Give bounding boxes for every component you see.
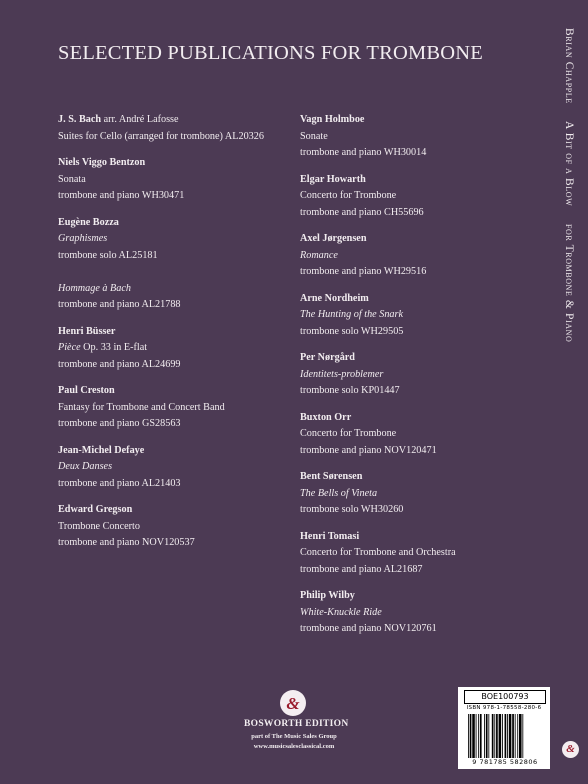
composer-name bbox=[300, 410, 540, 427]
composer-name-text: Paul Creston bbox=[58, 385, 115, 396]
barcode-bar bbox=[505, 714, 507, 758]
spine-title: A Bit of a Blow bbox=[563, 121, 575, 207]
publication-line: Pièce Op. 33 in E-flat bbox=[58, 342, 148, 353]
publications-list-left bbox=[58, 112, 298, 562]
publication-entry bbox=[58, 324, 298, 374]
publication-line: Suites for Cello (arranged for trombone) AL20326 bbox=[58, 130, 264, 142]
barcode-bar bbox=[517, 714, 518, 758]
publication-line: Identitets-problemer bbox=[300, 368, 384, 380]
barcode-bar bbox=[499, 714, 502, 758]
spine-text bbox=[563, 28, 575, 356]
publication-line: trombone and piano AL24699 bbox=[58, 358, 181, 370]
publication-line: trombone solo KP01447 bbox=[300, 385, 400, 396]
composer-name-text: Axel Jørgensen bbox=[300, 233, 367, 244]
publication-line: Concerto for Trombone bbox=[300, 428, 397, 439]
publication-entry bbox=[300, 231, 540, 281]
barcode-bar bbox=[522, 714, 523, 758]
composer-name-text: Eugène Bozza bbox=[58, 216, 119, 228]
barcode-bar bbox=[480, 714, 482, 758]
publication-entry bbox=[300, 469, 540, 519]
publication-line: Trombone Concerto bbox=[58, 520, 140, 532]
composer-name-text: Jean-Michel Defaye bbox=[58, 444, 145, 456]
composer-name bbox=[300, 231, 540, 248]
composer-name-text: Bent Sørensen bbox=[300, 471, 363, 482]
composer-name bbox=[300, 172, 540, 189]
composer-name bbox=[58, 215, 298, 232]
composer-name bbox=[300, 529, 540, 546]
barcode-icon bbox=[468, 714, 542, 758]
bosworth-logo-icon bbox=[280, 690, 306, 716]
composer-name bbox=[58, 112, 298, 129]
barcode-bar bbox=[496, 714, 498, 758]
publication-entry bbox=[58, 215, 298, 314]
barcode-bar bbox=[488, 714, 489, 758]
composer-name-text: Henri Büsser bbox=[58, 325, 116, 337]
barcode-bar bbox=[484, 714, 485, 758]
spine-subtitle: for Trombone & Piano bbox=[563, 224, 575, 343]
publication-line: trombone and piano AL21687 bbox=[300, 563, 423, 575]
publication-line: Sonate bbox=[300, 130, 328, 142]
logo-glyph: & bbox=[286, 693, 300, 713]
composer-name bbox=[58, 502, 298, 519]
publication-entry bbox=[300, 112, 540, 162]
arranger-text: arr. André Lafosse bbox=[103, 114, 179, 125]
publication-entry bbox=[58, 383, 298, 433]
publication-line: trombone and piano NOV120761 bbox=[300, 623, 437, 634]
composer-name-text: Buxton Orr bbox=[300, 411, 352, 423]
publication-line: Fantasy for Trombone and Concert Band bbox=[58, 401, 225, 413]
corner-logo-icon bbox=[562, 741, 579, 758]
barcode-bar bbox=[478, 714, 479, 758]
publication-line: trombone and piano WH30471 bbox=[58, 190, 185, 201]
composer-name bbox=[300, 350, 540, 367]
publication-line: Deux Danses bbox=[58, 461, 113, 472]
barcode-bar bbox=[507, 714, 508, 758]
publication-line: trombone and piano WH30014 bbox=[300, 147, 427, 158]
barcode-label bbox=[458, 687, 550, 769]
publication-entry bbox=[300, 410, 540, 460]
publisher-website: www.musicsalesclassical.com bbox=[253, 743, 335, 750]
publication-line: trombone and piano NOV120471 bbox=[300, 444, 437, 456]
page-title: SELECTED PUBLICATIONS FOR TROMBONE bbox=[58, 42, 483, 64]
composer-name-text: Edward Gregson bbox=[58, 504, 133, 515]
barcode-bar bbox=[512, 714, 514, 758]
composer-name-text: Elgar Howarth bbox=[300, 173, 366, 185]
barcode-bar bbox=[492, 714, 494, 758]
composer-name bbox=[58, 324, 298, 341]
publication-line-italic: Pièce bbox=[58, 342, 81, 353]
publication-line: Hommage à Bach bbox=[58, 282, 131, 294]
composer-name bbox=[58, 155, 298, 172]
publication-line: trombone and piano CH55696 bbox=[300, 206, 424, 218]
publication-line: Sonata bbox=[58, 173, 86, 185]
composer-name bbox=[300, 588, 540, 605]
publication-line: trombone solo WH30260 bbox=[300, 504, 404, 515]
publication-line: Concerto for Trombone and Orchestra bbox=[300, 547, 456, 558]
composer-name-text: Henri Tomasi bbox=[300, 530, 360, 542]
publication-line: trombone and piano AL21403 bbox=[58, 477, 181, 489]
publication-entry bbox=[58, 155, 298, 205]
barcode-bar bbox=[468, 714, 469, 758]
publication-line: trombone and piano AL21788 bbox=[58, 299, 181, 310]
composer-name-text: Niels Viggo Bentzon bbox=[58, 157, 146, 168]
composer-name-text: J. S. Bach bbox=[58, 114, 102, 125]
composer-name bbox=[58, 443, 298, 460]
publication-line: Graphismes bbox=[58, 233, 108, 244]
composer-name bbox=[300, 291, 540, 308]
publication-entry bbox=[58, 443, 298, 493]
barcode-bar bbox=[472, 714, 475, 758]
publication-line bbox=[58, 264, 298, 281]
publication-line: trombone and piano NOV120537 bbox=[58, 537, 195, 548]
corner-logo-glyph: & bbox=[566, 743, 575, 755]
publication-entry bbox=[58, 502, 298, 552]
barcode-bar bbox=[502, 714, 503, 758]
publications-list-right bbox=[300, 112, 540, 648]
barcode-bar bbox=[470, 714, 472, 758]
composer-name-text: Philip Wilby bbox=[300, 590, 355, 601]
spine-author: Brian Chapple bbox=[563, 28, 575, 104]
publication-line: Romance bbox=[300, 249, 338, 261]
catalogue-code: BOE100793 bbox=[464, 690, 546, 704]
publication-line: trombone solo WH29505 bbox=[300, 325, 404, 337]
barcode-bar bbox=[476, 714, 477, 758]
publication-entry bbox=[58, 112, 298, 145]
publication-line: trombone solo AL25181 bbox=[58, 249, 158, 261]
publication-line: trombone and piano WH29516 bbox=[300, 266, 427, 277]
composer-name-text: Per Nørgård bbox=[300, 352, 355, 363]
publication-entry bbox=[300, 172, 540, 222]
composer-name bbox=[300, 112, 540, 129]
barcode-bar bbox=[486, 714, 488, 758]
publication-entry bbox=[300, 588, 540, 638]
publication-entry bbox=[300, 291, 540, 341]
composer-name-text: Arne Nordheim bbox=[300, 292, 369, 304]
isbn-text: ISBN 978-1-78558-280-6 bbox=[466, 705, 542, 711]
publication-line: Concerto for Trombone bbox=[300, 190, 397, 201]
publication-line: White-Knuckle Ride bbox=[300, 606, 382, 618]
composer-name bbox=[300, 469, 540, 486]
barcode-bar bbox=[494, 714, 495, 758]
publication-line: The Bells of Vineta bbox=[300, 487, 378, 499]
barcode-bar bbox=[515, 714, 516, 758]
barcode-number: 9 781785 582806 bbox=[472, 758, 538, 766]
barcode-bar bbox=[509, 714, 512, 758]
publication-line: trombone and piano GS28563 bbox=[58, 418, 181, 429]
composer-name-text: Vagn Holmboe bbox=[300, 114, 365, 125]
composer-name bbox=[58, 383, 298, 400]
publication-line: The Hunting of the Snark bbox=[300, 309, 403, 320]
publication-entry bbox=[300, 529, 540, 579]
publisher-group: part of The Music Sales Group bbox=[251, 733, 337, 740]
publisher-name: BOSWORTH EDITION bbox=[244, 719, 349, 729]
barcode-bar bbox=[519, 714, 522, 758]
publication-entry bbox=[300, 350, 540, 400]
